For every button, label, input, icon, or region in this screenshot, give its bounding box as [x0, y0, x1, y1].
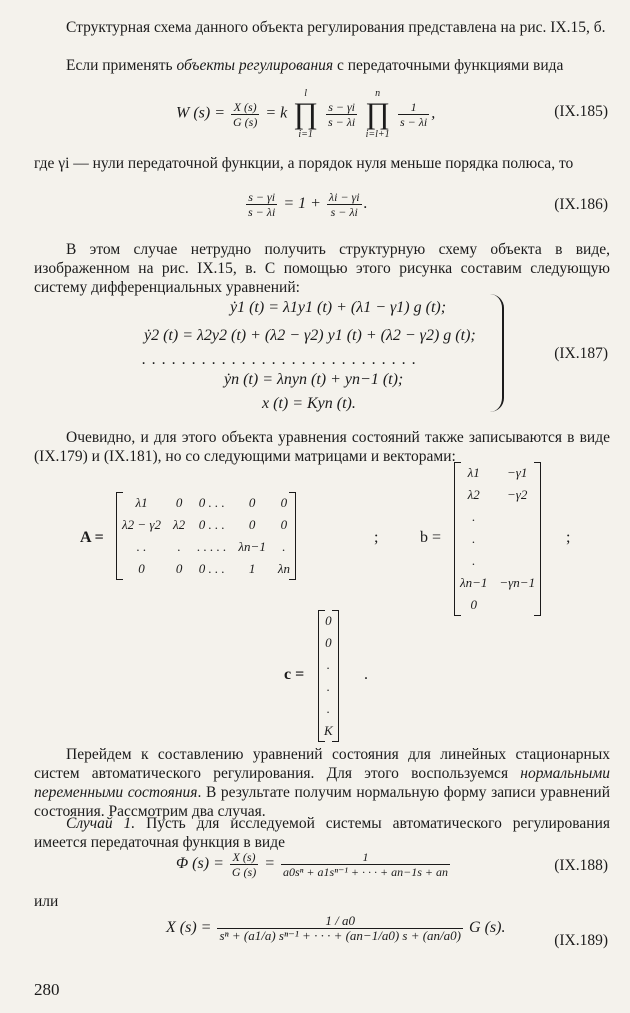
vector-b-cell: λ2: [467, 487, 480, 502]
equation-number-187: (IX.187): [554, 345, 608, 362]
system-line-4: ẏn (t) = λnyn (t) + yn−1 (t);: [224, 371, 404, 388]
matrix-a-row: [116, 558, 296, 580]
matrix-a-cell: 0: [248, 517, 256, 532]
system-line-1: ẏ1 (t) = λ1y1 (t) + (λ1 − γ1) g (t);: [230, 299, 447, 316]
vector-c-cell: 0: [325, 613, 332, 628]
matrix-a-cell: . .: [136, 539, 147, 554]
document-page: Структурная схема данного объекта регулирования представлена на рис. IX.15, б. Если применять объекты регулирования с передаточными функциями вида W (s) = $\frac{X (s)}{G (s)}$ = k l ∏ i=1 $\frac{s - \gamma i}{s - \lambda i}$ n ∏ i=l+1 $\frac{1}{s - \lambda i}$ , (IX.185) где γi — нули передаточной функции, а порядок нуля меньше порядка полюса, то $\frac{s - \gamma i}{s - \lambda i}$ = 1 + $\frac{\lambda i - \gamma i}{s - \lambda i}$ . (IX.186) В этом случае нетрудно получить структурную схему объекта в виде, изображенном на рис. IX.15, в. С помощью этого рисунка составим следующую систему дифференциальных уравнений: ẏ1 (t) = λ1y1 (t) + (λ1 − γ1) g (t); ẏ2 (t) = λ2y2 (t) + (λ2 − γ2) y1 (t) + (λ2 − γ2) g (t); . . . . . . . . . . . . . . . . . . . . . . . . . . . . ẏn (t) = λnyn (t) + yn−1 (t); x (t) = Kyn (t). (IX.187) Очевидно, и для этого объекта уравнения состояний также записываются в виде (IX.179) и (IX.181), но со следующими матрицами и векторами: A = λ1 0 0 . . . 0 0 λ2 − γ2 λ2 0 . . . 0 0 . . . . . . . . λn−1 . 0 0 0 . . . 1 λn ; b = λ1 −γ1 λ2 −γ2 . . . λn−1 −γn−1 0 ; c = 0 0 . . . K . Перейдем к составлению уравнений состояния для линейных стационарных систем автоматического регулирования. Для этого воспользуемся нормальными переменными состояния. В результате получим нормальную форму записи уравнений состояния. Рассмотрим два случая. Случай 1. Пусть для исследуемой системы автоматического регулирования имеется передаточная функция в виде Φ (s) = $\frac{X (s)}{G (s)}$ = $\frac{1}{\text{a0sⁿ + a1sⁿ⁻¹ + · · · + an−1s + an}}$ (IX.188) или X (s) = $\frac{1 / a0}{\text{sⁿ + (a1/a) sⁿ⁻¹ + · · · + (an−1/a0) s + (an/a0)}}$ G (s). (IX.189) 280: [34, 19, 611, 999]
vector-b-cell: .: [472, 531, 476, 546]
matrix-a-cell: 0 . . .: [198, 517, 225, 532]
paragraph-6: Перейдем к составлению уравнений состояния для линейных стационарных систем автоматического регулирования. Для этого воспользуемся нормальными переменными состояния. В результате получим нормальную форму записи уравнений состояния. Рассмотрим два случая.: [34, 746, 611, 820]
matrix-a-cell: 1: [248, 561, 256, 576]
vector-c-cell: 0: [325, 635, 332, 650]
equation-186: $\frac{s - \gamma i}{s - \lambda i}$ = 1 + $\frac{\lambda i - \gamma i}{s - \lambda i}$ .: [248, 190, 368, 219]
equation-185: W (s) = $\frac{X (s)}{G (s)}$ = k l ∏ i=1 $\frac{s - \gamma i}{s - \lambda i}$ n ∏ i=l+1 $\frac{1}{s - \lambda i}$ ,: [176, 88, 436, 140]
vector-b-label: b =: [420, 529, 442, 546]
page-number: 280: [34, 980, 60, 999]
matrix-a-cell: 0 . . .: [198, 495, 225, 510]
vector-b-cell: −γn−1: [499, 575, 536, 590]
matrix-a-cell: 0: [175, 561, 183, 576]
equation-number-188: (IX.188): [554, 857, 608, 874]
paragraph-5: Очевидно, и для этого объекта уравнения состояний также записываются в виде (IX.179) и (IX.181), но со следующими матрицами и векторами:: [34, 429, 610, 465]
paragraph-3: где γi — нули передаточной функции, а порядок нуля меньше порядка полюса, то: [34, 155, 574, 172]
vector-b-row: [454, 506, 541, 528]
vector-b-cell: λ1: [467, 465, 480, 480]
vector-c-cell: .: [326, 679, 330, 694]
matrix-a-cell: 0: [248, 495, 256, 510]
matrix-a-cell: 0: [175, 495, 183, 510]
vector-b-cell: 0: [470, 597, 477, 612]
vector-c-cell: K: [324, 723, 333, 738]
matrix-a-cell: λn−1: [238, 539, 266, 554]
vector-b-cell: −γ2: [507, 487, 528, 502]
equation-number-189: (IX.189): [554, 932, 608, 949]
paragraph-8: или: [34, 893, 59, 910]
vector-b-cell: λn−1: [460, 575, 488, 590]
paragraph-1: Структурная схема данного объекта регулирования представлена на рис. IX.15, б.: [66, 19, 606, 36]
vector-b-row: [454, 550, 541, 572]
matrix-a-cell: λn: [277, 561, 290, 576]
matrix-a-cell: 0: [138, 561, 145, 576]
system-line-5: x (t) = Kyn (t).: [262, 395, 356, 412]
matrix-a-cell: 0: [280, 517, 288, 532]
vector-b-row: [454, 572, 541, 594]
paragraph-2: Если применять объекты регулирования с передаточными функциями вида: [66, 57, 564, 74]
equation-188: Φ (s) = $\frac{X (s)}{G (s)}$ = $\frac{1}{\text{a0sⁿ + a1sⁿ⁻¹ + · · · + an−1s + an}}$: [176, 850, 448, 879]
system-brace: [490, 294, 504, 412]
matrix-a-cell: 0 . . .: [198, 561, 225, 576]
matrix-a-cell: .: [282, 539, 286, 554]
vector-b-cell: .: [472, 553, 476, 568]
matrix-a-row: [116, 536, 296, 558]
equation-number-186: (IX.186): [554, 196, 608, 213]
vector-b: [454, 462, 541, 616]
system-line-2: ẏ2 (t) = λ2y2 (t) + (λ2 − γ2) y1 (t) + (λ2 − γ2) g (t);: [144, 327, 476, 344]
vector-b-row: [454, 528, 541, 550]
matrix-a-cell: . . . . .: [197, 539, 227, 554]
paragraph-7: Случай 1. Пусть для исследуемой системы автоматического регулирования имеется передаточная функция в виде: [34, 815, 610, 851]
matrix-a-label: A =: [80, 529, 104, 546]
matrix-a-cell: λ2: [173, 517, 186, 532]
system-line-3: . . . . . . . . . . . . . . . . . . . . . . . . . . . .: [142, 351, 417, 368]
vector-c-cell: .: [326, 657, 330, 672]
matrix-a: [116, 492, 296, 580]
equation-number-185: (IX.185): [554, 103, 608, 120]
vector-b-row: [454, 462, 541, 484]
vector-c-cell: .: [326, 701, 330, 716]
matrix-a-cell: 0: [280, 495, 288, 510]
matrix-a-row: [116, 492, 296, 514]
equation-189: X (s) = $\frac{1 / a0}{\text{sⁿ + (a1/a) sⁿ⁻¹ + · · · + (an−1/a0) s + (an/a0)}}$ G (s).: [166, 913, 506, 943]
vector-b-row: [454, 594, 541, 616]
matrix-a-cell: .: [177, 539, 181, 554]
vector-b-cell: .: [472, 509, 476, 524]
matrix-a-row: [116, 514, 296, 536]
vector-c: [318, 610, 339, 742]
vector-b-cell: −γ1: [507, 465, 528, 480]
vector-c-label: c =: [284, 666, 305, 683]
matrix-a-cell: λ1: [135, 495, 148, 510]
matrix-a-cell: λ2 − γ2: [122, 517, 162, 532]
vector-b-row: [454, 484, 541, 506]
paragraph-4: В этом случае нетрудно получить структурную схему объекта в виде, изображенном на рис. IX.15, в. С помощью этого рисунка составим следующую систему дифференциальных уравнений:: [34, 241, 610, 296]
